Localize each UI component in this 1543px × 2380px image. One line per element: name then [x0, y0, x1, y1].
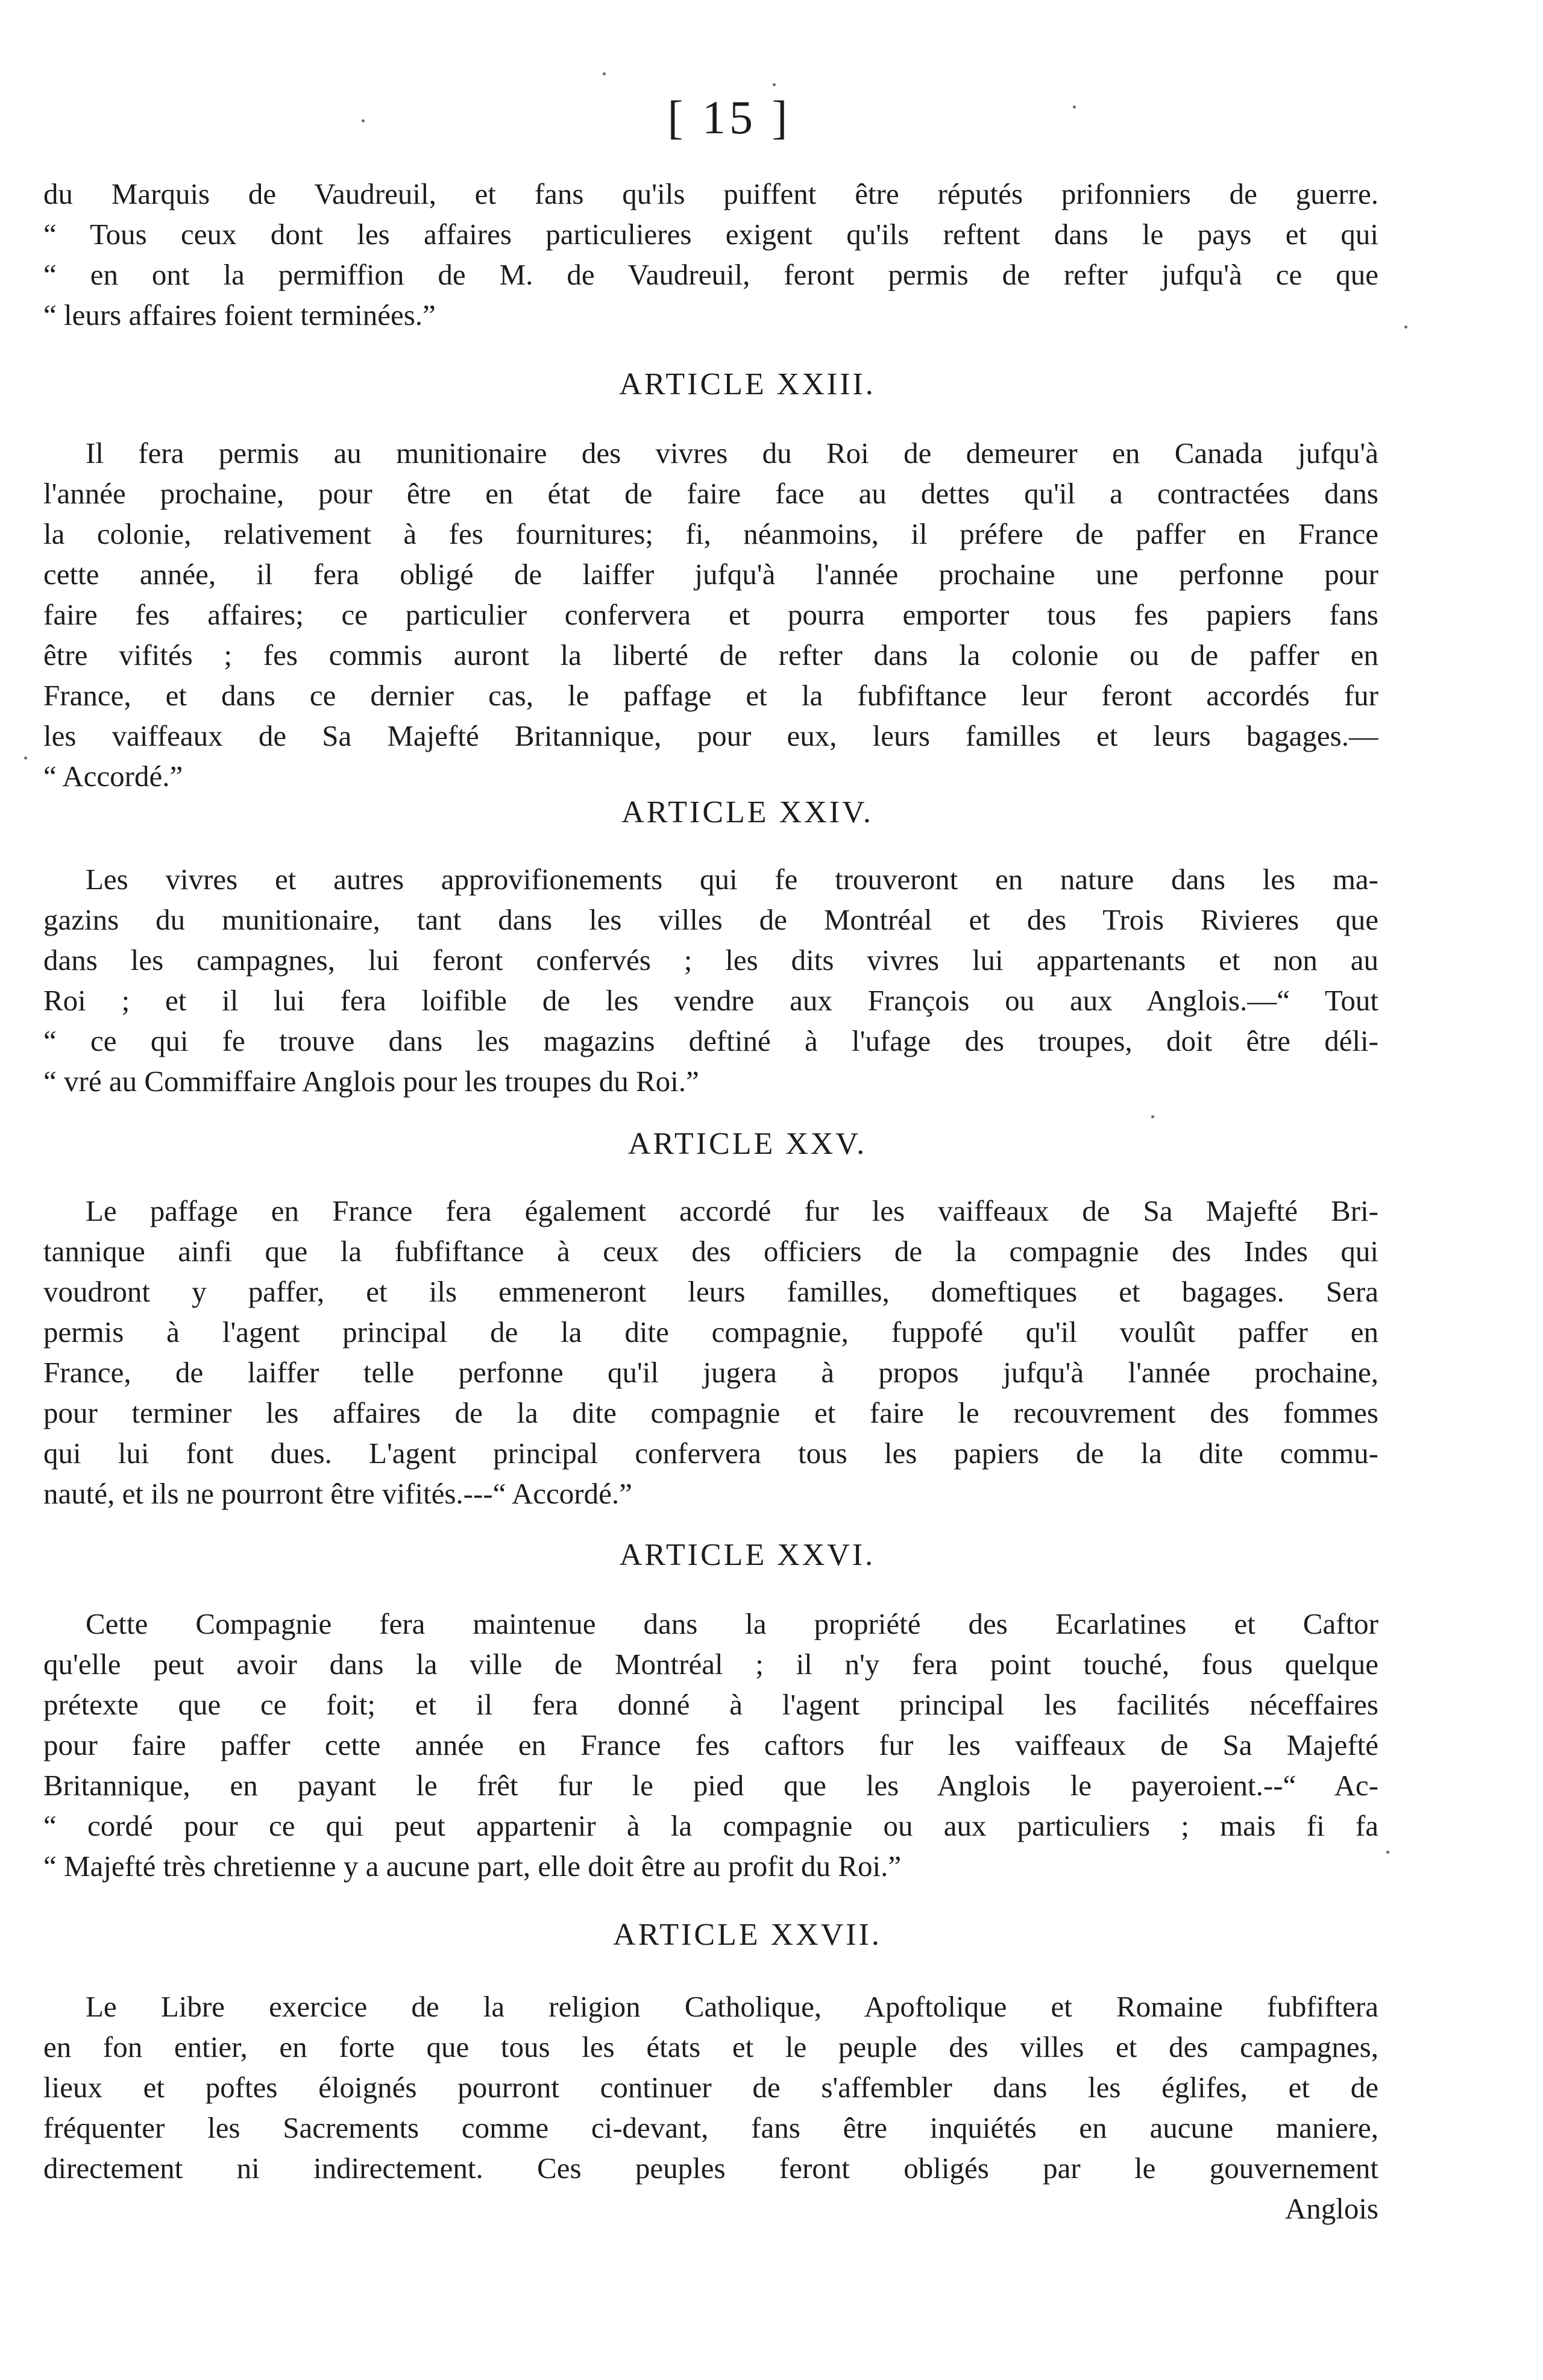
text-line: l'année prochaine, pour être en état de faire face au dettes qu'il a contractées dans: [43, 477, 1378, 510]
text-line: “ Accordé.”: [43, 760, 183, 793]
print-speck: [1073, 105, 1076, 109]
text-line: pour terminer les affaires de la dite compagnie et faire le recouvrement des fommes: [43, 1396, 1378, 1429]
text-line: “ vré au Commiffaire Anglois pour les troupes du Roi.”: [43, 1065, 699, 1098]
text-line: “ Tous ceux dont les affaires particulieres exigent qu'ils reftent dans le pays et qui: [43, 218, 1378, 251]
text-line: gazins du munitionaire, tant dans les villes de Montréal et des Trois Rivieres que: [43, 903, 1378, 936]
article-heading-23: ARTICLE XXIII.: [619, 367, 876, 401]
text-line: France, de laiffer telle perfonne qu'il jugera à propos jufqu'à l'année prochaine,: [43, 1356, 1378, 1389]
text-line: Le Libre exercice de la religion Catholique, Apoftolique et Romaine fubfiftera: [86, 1990, 1378, 2023]
text-line: les vaiffeaux de Sa Majefté Britannique, pour eux, leurs familles et leurs bagages.—: [43, 719, 1378, 752]
article-23-text: [43, 433, 1378, 796]
text-line: fréquenter les Sacrements comme ci-devant, fans être inquiétés en aucune maniere,: [43, 2111, 1378, 2144]
text-line: voudront y paffer, et ils emmeneront leurs familles, domeftiques et bagages. Sera: [43, 1275, 1378, 1308]
text-line: la colonie, relativement à fes fournitures; fi, néanmoins, il préfere de paffer en France: [43, 517, 1378, 550]
article-heading-25: ARTICLE XXV.: [627, 1127, 867, 1161]
text-line: France, et dans ce dernier cas, le paffage et la fubfiftance leur feront accordés fur: [43, 679, 1378, 712]
text-line: être vifités ; fes commis auront la liberté de refter dans la colonie ou de paffer en: [43, 638, 1378, 672]
text-line: qu'elle peut avoir dans la ville de Montréal ; il n'y fera point touché, fous quelque: [43, 1648, 1378, 1681]
text-line: faire fes affaires; ce particulier confervera et pourra emporter tous fes papiers fans: [43, 598, 1378, 631]
print-speck: [24, 757, 27, 760]
article-heading-27: ARTICLE XXVII.: [613, 1918, 882, 1952]
text-line: Roi ; et il lui fera loifible de les vendre aux François ou aux Anglois.—“ Tout: [43, 984, 1378, 1017]
text-line: dans les campagnes, lui feront confervés ; les dits vivres lui appartenants et non au: [43, 943, 1378, 977]
article-24-text: [43, 859, 1378, 1101]
print-speck: [773, 83, 776, 86]
text-line: prétexte que ce foit; et il fera donné à l'agent principal les facilités néceffaires: [43, 1688, 1378, 1721]
text-line: Cette Compagnie fera maintenue dans la propriété des Ecarlatines et Caftor: [86, 1607, 1378, 1640]
print-speck: [1386, 1851, 1389, 1854]
text-line: en fon entier, en forte que tous les états et le peuple des villes et des campagnes,: [43, 2030, 1378, 2064]
text-line: qui lui font dues. L'agent principal confervera tous les papiers de la dite commu-: [43, 1437, 1378, 1470]
text-line: nauté, et ils ne pourront être vifités.---“ Accordé.”: [43, 1477, 632, 1510]
text-line: “ leurs affaires foient terminées.”: [43, 298, 436, 332]
text-line: Britannique, en payant le frêt fur le pied que les Anglois le payeroient.--“ Ac-: [43, 1769, 1378, 1802]
text-line: lieux et poftes éloignés pourront continuer de s'affembler dans les églifes, et de: [43, 2071, 1378, 2104]
article-25-text: [43, 1191, 1378, 1514]
text-line: “ Majefté très chretienne y a aucune part, elle doit être au profit du Roi.”: [43, 1850, 902, 1883]
page-number: [ 15 ]: [667, 91, 791, 143]
print-speck: [603, 72, 606, 75]
article-heading-26: ARTICLE XXVI.: [619, 1538, 876, 1572]
text-line: pour faire paffer cette année en France fes caftors fur les vaiffeaux de Sa Majefté: [43, 1728, 1378, 1761]
text-line: “ ce qui fe trouve dans les magazins deftiné à l'ufage des troupes, doit être déli-: [43, 1024, 1378, 1057]
text-line: permis à l'agent principal de la dite compagnie, fuppofé qu'il voulût paffer en: [43, 1315, 1378, 1349]
print-speck: [1404, 326, 1407, 329]
text-line: Le paffage en France fera également accordé fur les vaiffeaux de Sa Majefté Bri-: [86, 1194, 1378, 1227]
text-line: tannique ainfi que la fubfiftance à ceux des officiers de la compagnie des Indes qui: [43, 1235, 1378, 1268]
text-line: cette année, il fera obligé de laiffer jufqu'à l'année prochaine une perfonne pour: [43, 558, 1378, 591]
article-27-text: [43, 1986, 1378, 2229]
text-line: directement ni indirectement. Ces peuples feront obligés par le gouvernement: [43, 2152, 1378, 2185]
text-line: “ cordé pour ce qui peut appartenir à la compagnie ou aux particuliers ; mais fi fa: [43, 1809, 1378, 1842]
text-line: du Marquis de Vaudreuil, et fans qu'ils puiffent être réputés prifonniers de guerre.: [43, 177, 1378, 210]
text-line: Les vivres et autres approvifionements qui fe trouveront en nature dans les ma-: [86, 863, 1378, 896]
text-line: Il fera permis au munitionaire des vivres du Roi de demeurer en Canada jufqu'à: [86, 436, 1378, 470]
catchword: Anglois: [1284, 2192, 1378, 2225]
article-heading-24: ARTICLE XXIV.: [621, 795, 873, 830]
print-speck: [1151, 1115, 1154, 1118]
article-26-text: [43, 1604, 1378, 1886]
intro-paragraph: [43, 174, 1378, 335]
print-speck: [362, 119, 365, 122]
text-line: “ en ont la permiffion de M. de Vaudreuil, feront permis de refter jufqu'à ce que: [43, 258, 1378, 291]
